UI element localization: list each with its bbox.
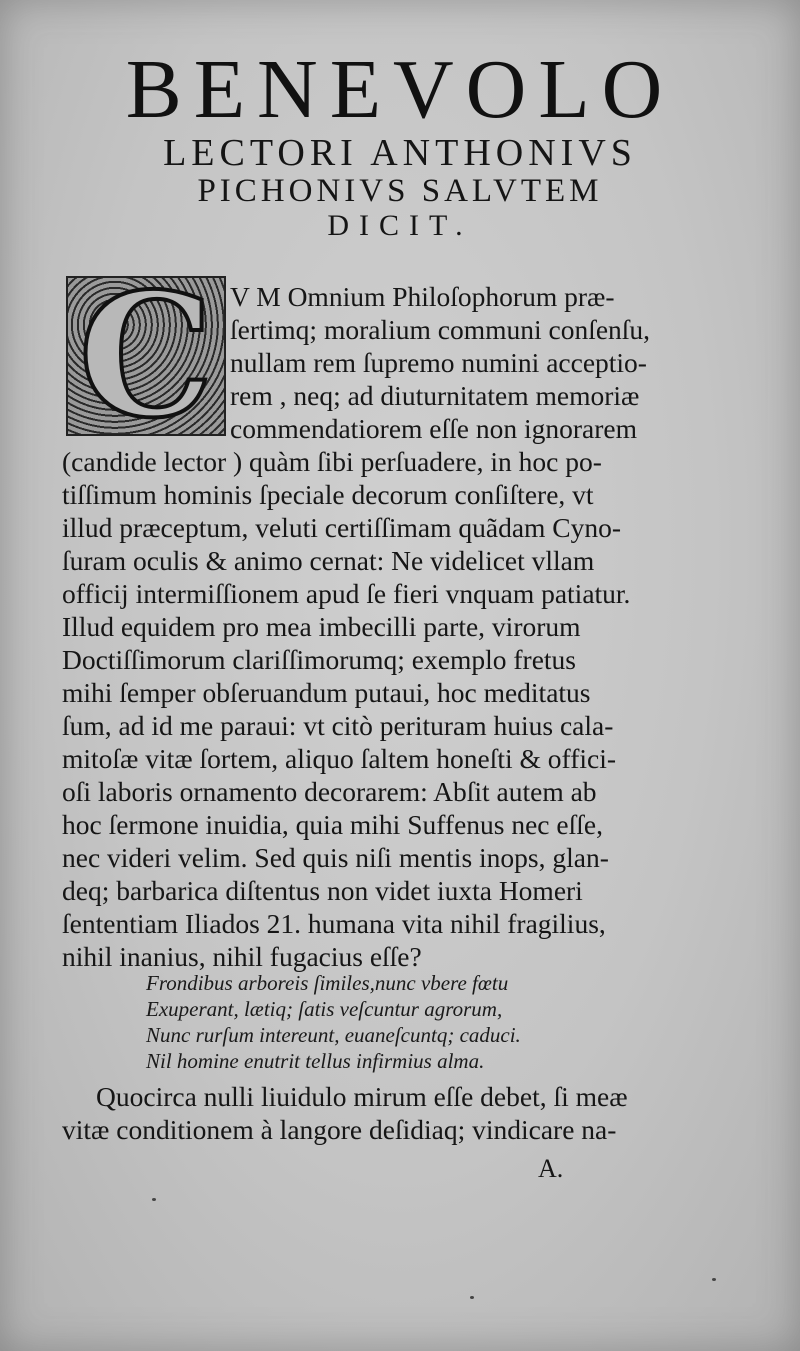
text-line: (candide lector ) quàm ſibi perſuadere, in hoc po-: [62, 446, 602, 477]
text-line: ſertimq; moralium communi conſenſu,: [230, 314, 651, 345]
text-line: tiſſimum hominis ſpeciale decorum conſiſtere, vt: [62, 479, 594, 510]
text-line: Illud equidem pro mea imbecilli parte, virorum: [62, 611, 581, 642]
text-line: ſum, ad id me paraui: vt citò perituram huius cala-: [62, 710, 614, 741]
paper-speck: [470, 1296, 474, 1299]
text-line: mihi ſemper obſeruandum putaui, hoc meditatus: [62, 677, 591, 708]
page-title: BENEVOLO: [125, 43, 675, 136]
text-line: nec videri velim. Sed quis niſi mentis inops, glan-: [62, 842, 609, 873]
text-line: ſententiam Iliados 21. humana vita nihil fragilius,: [62, 908, 606, 939]
text-line: vitæ conditionem à langore deſidiaq; vindicare na-: [62, 1114, 617, 1145]
text-line: officij intermiſſionem apud ſe fieri vnquam patiatur.: [62, 578, 631, 609]
text-line: commendatiorem eſſe non ignorarem: [230, 413, 638, 444]
text-line: hoc ſermone inuidia, quia mihi Suffenus nec eſſe,: [62, 809, 603, 840]
text-line: V M Omnium Philoſophorum præ-: [230, 281, 615, 312]
text-line: deq; barbarica diſtentus non videt iuxta Homeri: [62, 875, 583, 906]
subtitle-line-2: PICHONIVS SALVTEM: [197, 173, 603, 209]
text-line: Quocirca nulli liuidulo mirum eſſe debet, ſi meæ: [96, 1081, 628, 1112]
initial-letter: C: [78, 276, 214, 436]
subtitle-line-1: LECTORI ANTHONIVS: [163, 132, 637, 174]
verse-line: Frondibus arboreis ſimiles,nunc vbere fœtu: [146, 971, 509, 995]
text-line: mitoſæ vitæ ſortem, aliquo ſaltem honeſti & offici-: [62, 743, 617, 774]
paper-speck: [712, 1278, 716, 1281]
subtitle-line-3: DICIT.: [327, 209, 473, 242]
verse-line: Exuperant, lætiq; ſatis veſcuntur agrorum,: [146, 997, 503, 1021]
text-line: rem , neq; ad diuturnitatem memoriæ: [230, 380, 640, 411]
text-line: ſuram oculis & animo cernat: Ne videlicet vllam: [62, 545, 595, 576]
text-line: nihil inanius, nihil fugacius eſſe?: [62, 941, 422, 972]
catchword: A.: [538, 1154, 564, 1183]
text-line: oſi laboris ornamento decorarem: Abſit autem ab: [62, 776, 597, 807]
text-line: Doctiſſimorum clariſſimorumq; exemplo fretus: [62, 644, 576, 675]
text-line: illud præceptum, veluti certiſſimam quãdam Cyno-: [62, 512, 622, 543]
paper-speck: [152, 1198, 156, 1201]
verse-line: Nil homine enutrit tellus infirmius alma.: [146, 1049, 485, 1073]
decorated-initial-icon: [66, 276, 226, 436]
text-line: nullam rem ſupremo numini acceptio-: [230, 347, 647, 378]
verse-line: Nunc rurſum intereunt, euaneſcuntq; caduci.: [146, 1023, 521, 1047]
